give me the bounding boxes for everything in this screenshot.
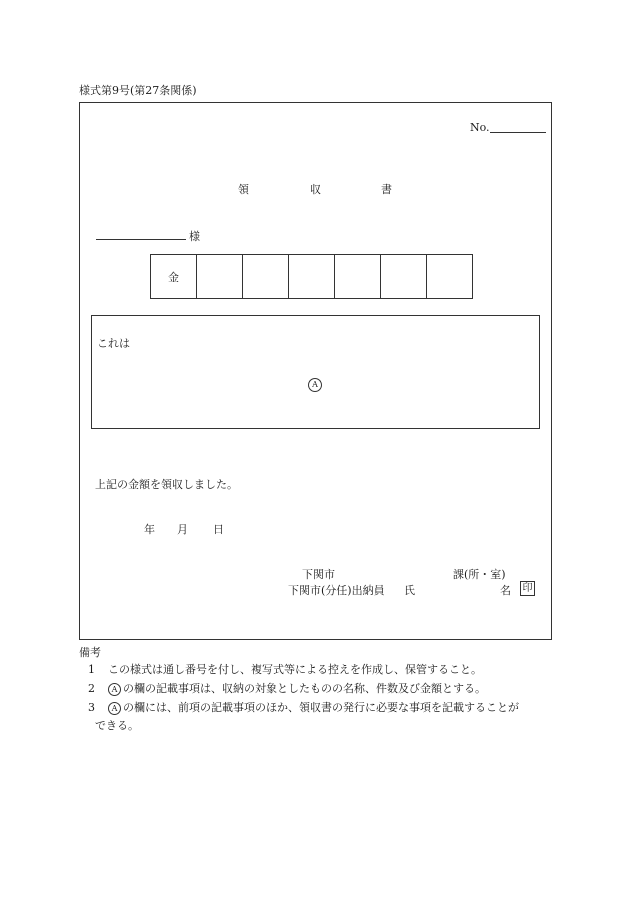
amount-label: 金 [168, 270, 179, 284]
amount-digit-cell[interactable] [197, 255, 243, 299]
title-char-1: 領 [238, 183, 249, 196]
note-text: の欄の記載事項は、収納の対象としたものの名称、件数及び金額とする。 [123, 682, 486, 695]
note-number: 1 [88, 663, 95, 676]
issuer-name-label-1: 氏 [404, 584, 415, 597]
amount-digit-cell[interactable] [381, 255, 427, 299]
title-char-2: 収 [310, 183, 321, 196]
amount-digit-cell[interactable] [335, 255, 381, 299]
date-year-label: 年 [144, 523, 155, 536]
receipt-no-label: No. [470, 121, 490, 134]
issuer-city: 下関市 [302, 568, 335, 581]
seal-mark: 印 [520, 581, 535, 596]
received-statement: 上記の金額を領収しました。 [95, 478, 238, 491]
note-mark-a: A [108, 702, 121, 715]
note-mark-a: A [108, 683, 121, 696]
amount-digit-cell[interactable] [289, 255, 335, 299]
content-box[interactable] [91, 315, 540, 429]
content-mark-a: A [308, 378, 322, 392]
note-continuation: できる。 [95, 719, 139, 732]
issuer-department: 課(所・室) [453, 568, 506, 581]
amount-label-cell [151, 255, 197, 299]
amount-digit-cell[interactable] [427, 255, 473, 299]
addressee-field[interactable] [96, 239, 186, 240]
date-day-label: 日 [213, 523, 224, 536]
content-intro: これは [97, 337, 130, 350]
note-text: の欄には、前項の記載事項のほか、領収書の発行に必要な事項を記載することが [123, 701, 519, 714]
form-label: 様式第9号(第27条関係) [79, 84, 197, 97]
amount-table [150, 254, 473, 299]
addressee-suffix: 様 [189, 230, 200, 243]
issuer-cashier: 下関市(分任)出納員 [288, 584, 385, 597]
issuer-name-label-2: 名 [500, 584, 511, 597]
amount-digit-cell[interactable] [243, 255, 289, 299]
note-item [88, 680, 486, 696]
date-month-label: 月 [177, 523, 188, 536]
note-number: 3 [88, 701, 95, 714]
note-number: 2 [88, 682, 95, 695]
title-char-3: 書 [381, 183, 392, 196]
note-item [88, 699, 519, 715]
note-text: この様式は通し番号を付し、複写式等による控えを作成し、保管すること。 [108, 663, 482, 676]
note-item [88, 661, 482, 677]
receipt-no-field[interactable] [490, 132, 546, 133]
notes-heading: 備考 [79, 646, 101, 659]
